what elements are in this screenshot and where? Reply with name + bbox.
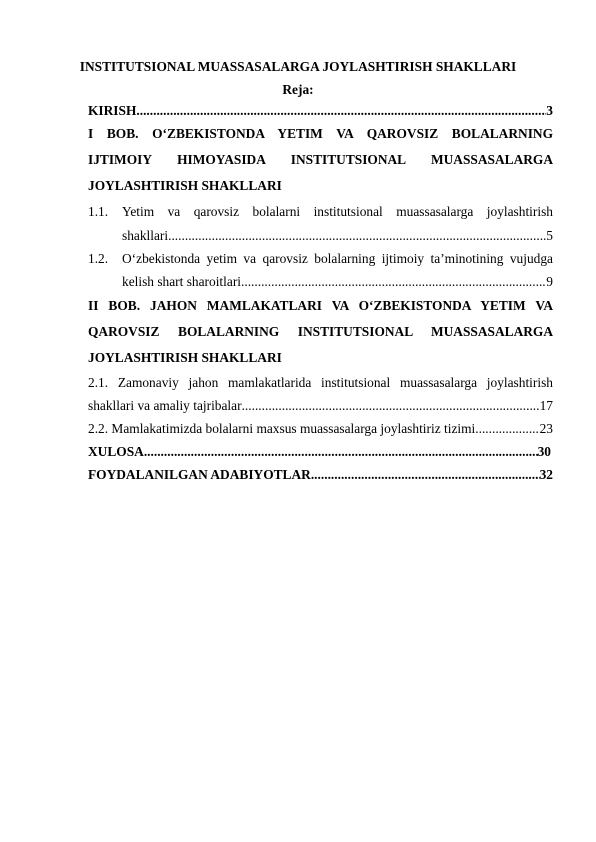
toc-leader-dots xyxy=(242,398,540,414)
toc-leader-dots xyxy=(311,467,540,483)
toc-label: XULOSA xyxy=(88,444,144,459)
toc-page-number: 9 xyxy=(546,274,553,289)
toc-leader-dots xyxy=(136,103,546,119)
toc-entry-1-1 xyxy=(122,228,553,244)
section-number: 1.1. xyxy=(88,204,109,219)
section-1-1-line-1: Yetim va qarovsiz bolalarni institutsional muassasalarga joylashtirish xyxy=(122,204,553,219)
toc-label: shakllari va amaliy tajribalar xyxy=(88,398,242,413)
section-number: 1.2. xyxy=(88,251,109,266)
toc-entry-references xyxy=(88,467,553,483)
chapter-2-heading-line-1: II BOB. JAHON MAMLAKATLARI VA O‘ZBEKISTONDA YETIM VA xyxy=(88,298,553,313)
section-2-1-line-1: 2.1. Zamonaviy jahon mamlakatlarida institutsional muassasalarga joylashtirish xyxy=(88,375,553,390)
toc-entry-2-1 xyxy=(88,398,553,414)
chapter-1-heading-line-1: I BOB. O‘ZBEKISTONDA YETIM VA QAROVSIZ BOLALARNING xyxy=(88,126,553,141)
toc-leader-dots xyxy=(475,421,539,437)
toc-page-number: 23 xyxy=(539,421,553,436)
section-1-2-line-1: O‘zbekistonda yetim va qarovsiz bolalarning ijtimoiy ta’minotining vujudga xyxy=(122,251,553,266)
toc-page-number: 5 xyxy=(546,228,553,243)
document-title: INSTITUTSIONAL MUASSASALARGA JOYLASHTIRISH SHAKLLARI xyxy=(79,59,517,74)
chapter-2-heading-line-2: QAROVSIZ BOLALARNING INSTITUTSIONAL MUASSASALARGA xyxy=(88,324,553,339)
toc-entry-2-2 xyxy=(88,421,553,437)
toc-label: FOYDALANILGAN ADABIYOTLAR xyxy=(88,467,311,482)
toc-leader-dots xyxy=(144,444,538,460)
toc-label: 2.2. Mamlakatimizda bolalarni maxsus muassasalarga joylashtiriz tizimi xyxy=(88,421,476,436)
chapter-2-heading-line-3: JOYLASHTIRISH SHAKLLARI xyxy=(88,350,282,365)
toc-label: kelish shart sharoitlari xyxy=(122,274,241,289)
toc-entry-xulosa xyxy=(88,444,551,460)
toc-page-number: 30 xyxy=(537,444,551,459)
toc-page-number: 32 xyxy=(539,467,553,482)
chapter-1-heading-line-2: IJTIMOIY HIMOYASIDA INSTITUTSIONAL MUASSASALARGA xyxy=(88,152,553,167)
toc-page-number: 3 xyxy=(546,103,553,118)
plan-heading: Reja: xyxy=(282,82,314,97)
toc-page-number: 17 xyxy=(539,398,553,413)
toc-label: shakllari xyxy=(122,228,169,243)
toc-entry-1-2 xyxy=(122,274,553,290)
toc-leader-dots xyxy=(168,228,546,244)
chapter-1-heading-line-3: JOYLASHTIRISH SHAKLLARI xyxy=(88,178,282,193)
toc-leader-dots xyxy=(241,274,546,290)
toc-label: KIRISH xyxy=(88,103,137,118)
toc-entry-kirish xyxy=(88,103,553,119)
